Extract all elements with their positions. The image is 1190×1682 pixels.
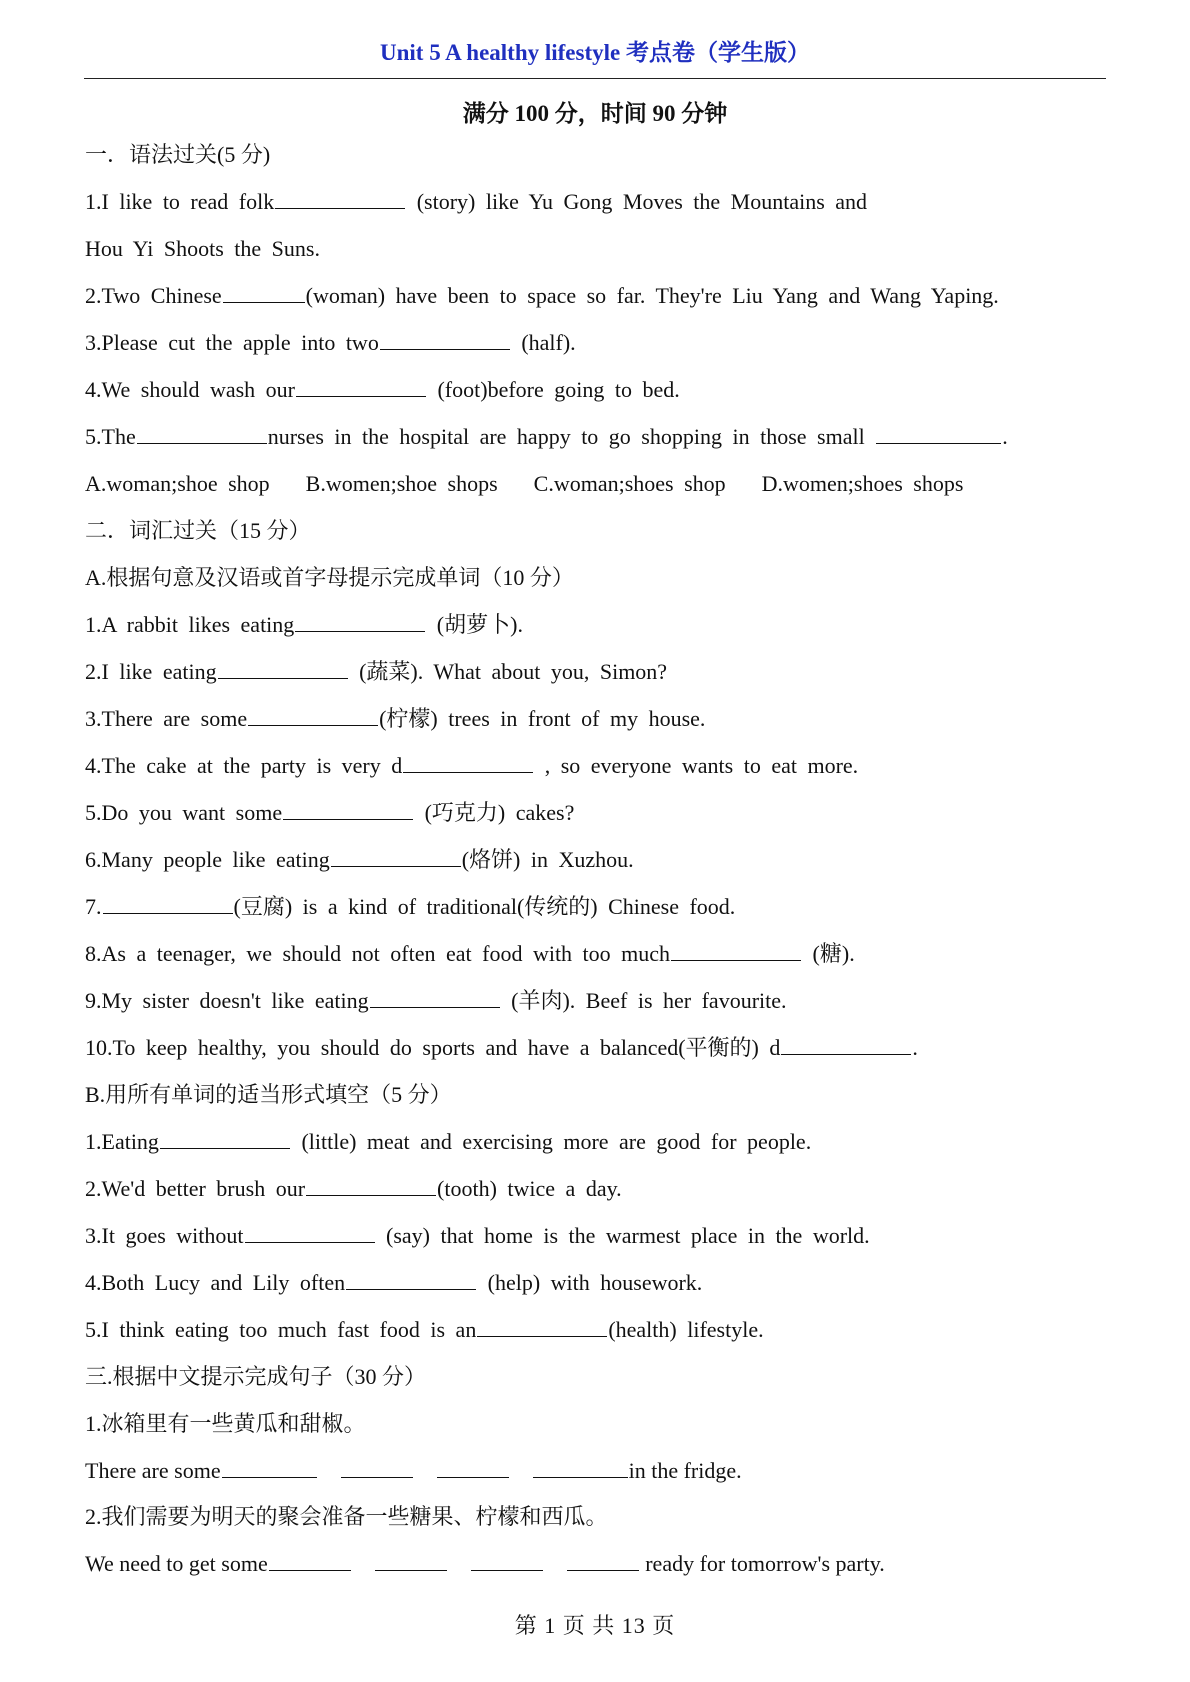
question-text: 4.The cake at the party is very d xyxy=(85,753,403,778)
question-s1-3 xyxy=(85,329,576,357)
question-text: 6.Many people like eating xyxy=(85,847,330,872)
question-text: 4.We should wash our xyxy=(85,377,295,402)
question-text: (豆腐) is a kind of traditional(传统的) Chinese food. xyxy=(233,894,736,919)
answer-blank[interactable] xyxy=(346,1269,476,1290)
question-text: 8.As a teenager, we should not often eat food with too much xyxy=(85,941,671,966)
answer-blank[interactable] xyxy=(437,1457,509,1478)
question-text: . xyxy=(1002,424,1008,449)
question-s1-1 xyxy=(85,188,867,216)
answer-blank[interactable] xyxy=(876,423,1001,444)
question-text: 1.A rabbit likes eating xyxy=(85,612,295,637)
question-text: (half). xyxy=(510,330,576,355)
question-text: 3.Please cut the apple into two xyxy=(85,330,379,355)
question-text: 3.It goes without xyxy=(85,1223,244,1248)
answer-blank[interactable] xyxy=(477,1316,607,1337)
title-divider xyxy=(84,78,1106,79)
section-3-heading: 三.根据中文提示完成句子（30 分） xyxy=(85,1364,427,1389)
answer-blank[interactable] xyxy=(137,423,267,444)
question-c-2: 2.我们需要为明天的聚会准备一些糖果、柠檬和西瓜。 xyxy=(85,1504,608,1529)
question-a-10 xyxy=(85,1034,918,1062)
answer-blank[interactable] xyxy=(223,282,305,303)
question-text: 5.I think eating too much fast food is an xyxy=(85,1317,477,1342)
question-text: (烙饼) in Xuzhou. xyxy=(461,847,634,872)
question-text: (say) that home is the warmest place in the world. xyxy=(375,1223,870,1248)
answer-blank[interactable] xyxy=(331,846,461,867)
question-text: 1.I like to read folk xyxy=(85,189,275,214)
question-text: 4.Both Lucy and Lily often xyxy=(85,1270,346,1295)
question-text: 3.There are some xyxy=(85,706,248,731)
question-a-4 xyxy=(85,752,858,780)
answer-blank[interactable] xyxy=(471,1550,543,1571)
question-a-8 xyxy=(85,940,855,968)
question-a-6 xyxy=(85,846,634,874)
question-text: 7. xyxy=(85,894,102,919)
question-a-5 xyxy=(85,799,574,827)
answer-blank[interactable] xyxy=(306,1175,436,1196)
question-text: (巧克力) cakes? xyxy=(414,800,575,825)
section-2-heading: 二．词汇过关（15 分） xyxy=(85,518,311,543)
page-number: 第 1 页 共 13 页 xyxy=(514,1613,676,1638)
question-text: 2.We'd better brush our xyxy=(85,1176,306,1201)
answer-blank[interactable] xyxy=(245,1222,375,1243)
option-a[interactable]: A.woman;shoe shop xyxy=(85,471,270,496)
question-a-2 xyxy=(85,658,667,686)
question-text: in the fridge. xyxy=(628,1458,742,1483)
question-text: 5.The xyxy=(85,424,136,449)
answer-blank[interactable] xyxy=(380,329,510,350)
question-b-3 xyxy=(85,1222,870,1250)
option-b[interactable]: B.women;shoe shops xyxy=(305,471,498,496)
answer-blank[interactable] xyxy=(403,752,533,773)
question-text: (胡萝卜). xyxy=(426,612,523,637)
answer-blank[interactable] xyxy=(275,188,405,209)
question-b-4 xyxy=(85,1269,702,1297)
question-text: (柠檬) trees in front of my house. xyxy=(379,706,706,731)
question-b-2 xyxy=(85,1175,622,1203)
answer-blank[interactable] xyxy=(283,799,413,820)
answer-blank[interactable] xyxy=(533,1457,628,1478)
question-text: (story) like Yu Gong Moves the Mountains and xyxy=(406,189,868,214)
part-b-heading: B.用所有单词的适当形式填空（5 分） xyxy=(85,1082,452,1107)
question-text: 1.Eating xyxy=(85,1129,159,1154)
answer-blank[interactable] xyxy=(781,1034,911,1055)
answer-blank[interactable] xyxy=(341,1457,413,1478)
answer-blank[interactable] xyxy=(222,1457,317,1478)
answer-blank[interactable] xyxy=(375,1550,447,1571)
question-text: 9.My sister doesn't like eating xyxy=(85,988,369,1013)
answer-blank[interactable] xyxy=(671,940,801,961)
answer-blank[interactable] xyxy=(269,1550,351,1571)
answer-blank[interactable] xyxy=(295,611,425,632)
question-a-3 xyxy=(85,705,705,733)
score-time-line: 满分 100 分，时间 90 分钟 xyxy=(462,101,728,126)
question-text: , so everyone wants to eat more. xyxy=(534,753,859,778)
answer-blank[interactable] xyxy=(218,658,348,679)
question-c-1: 1.冰箱里有一些黄瓜和甜椒。 xyxy=(85,1411,366,1436)
question-text: nurses in the hospital are happy to go shopping in those small xyxy=(267,424,876,449)
question-text: ready for tomorrow's party. xyxy=(639,1551,885,1576)
section-1-heading: 一．语法过关(5 分) xyxy=(85,142,271,167)
question-s1-4 xyxy=(85,376,680,404)
answer-blank[interactable] xyxy=(160,1128,290,1149)
question-text: 5.Do you want some xyxy=(85,800,283,825)
document-title: Unit 5 A healthy lifestyle 考点卷（学生版） xyxy=(380,40,810,65)
question-text: (foot)before going to bed. xyxy=(426,377,680,402)
question-s1-5 xyxy=(85,423,1008,451)
question-text: (tooth) twice a day. xyxy=(437,1176,622,1201)
answer-blank[interactable] xyxy=(567,1550,639,1571)
question-text: We need to get some xyxy=(85,1551,268,1576)
answer-line-c-2 xyxy=(85,1550,885,1578)
question-text: 10.To keep healthy, you should do sports and have a balanced(平衡的) d xyxy=(85,1035,781,1060)
option-d[interactable]: D.women;shoes shops xyxy=(761,471,964,496)
question-s1-2 xyxy=(85,282,999,310)
question-text: (health) lifestyle. xyxy=(608,1317,764,1342)
question-text: (羊肉). Beef is her favourite. xyxy=(500,988,787,1013)
question-a-1 xyxy=(85,611,523,639)
question-text: (糖). xyxy=(802,941,855,966)
answer-blank[interactable] xyxy=(296,376,426,397)
answer-blank[interactable] xyxy=(370,987,500,1008)
question-a-7 xyxy=(85,893,735,921)
question-b-5 xyxy=(85,1316,764,1344)
question-text: There are some xyxy=(85,1458,221,1483)
answer-blank[interactable] xyxy=(103,893,233,914)
question-text: (help) with housework. xyxy=(477,1270,703,1295)
question-text: (woman) have been to space so far. They're Liu Yang and Wang Yaping. xyxy=(305,283,999,308)
choice-options xyxy=(85,470,999,498)
answer-line-c-1 xyxy=(85,1457,742,1485)
question-s1-1-cont: Hou Yi Shoots the Suns. xyxy=(85,236,320,261)
question-a-9 xyxy=(85,987,787,1015)
option-c[interactable]: C.woman;shoes shop xyxy=(533,471,726,496)
question-text: 2.Two Chinese xyxy=(85,283,222,308)
part-a-heading: A.根据句意及汉语或首字母提示完成单词（10 分） xyxy=(85,565,574,590)
question-b-1 xyxy=(85,1128,811,1156)
answer-blank[interactable] xyxy=(248,705,378,726)
question-text: (蔬菜). What about you, Simon? xyxy=(348,659,668,684)
question-text: 2.I like eating xyxy=(85,659,217,684)
question-text: . xyxy=(912,1035,918,1060)
question-text: (little) meat and exercising more are good for people. xyxy=(290,1129,812,1154)
